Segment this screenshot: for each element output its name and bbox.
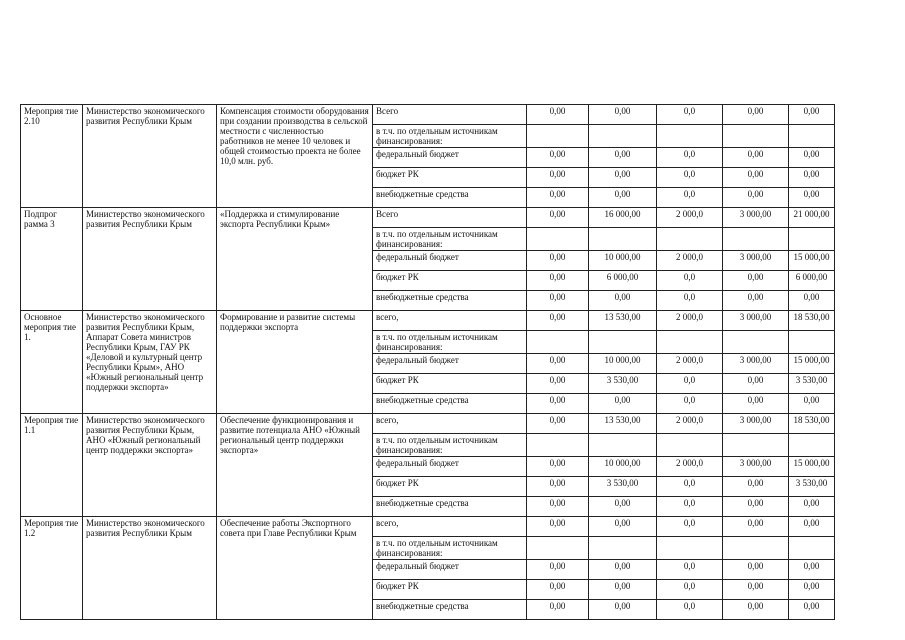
cell-value: 0,00 bbox=[589, 580, 657, 600]
cell-source-label: всего, bbox=[373, 517, 527, 537]
cell-value: 0,00 bbox=[723, 600, 789, 620]
cell-name: «Поддержка и стимулирование экспорта Республики Крым» bbox=[217, 208, 373, 311]
cell-value: 0,00 bbox=[527, 414, 589, 434]
cell-value: 0,00 bbox=[789, 148, 835, 168]
cell-value: 0,00 bbox=[527, 291, 589, 311]
cell-name: Компенсация стоимости оборудования при создании производства в сельской местности с численностью работников не менее 10 человек и общей стоимостью проекта не более 10,0 млн. руб. bbox=[217, 105, 373, 208]
cell-value bbox=[789, 434, 835, 457]
budget-table bbox=[20, 104, 835, 620]
cell-value: 3 000,00 bbox=[723, 414, 789, 434]
cell-value: 0,0 bbox=[657, 560, 723, 580]
cell-value: 15 000,00 bbox=[789, 457, 835, 477]
cell-value: 3 530,00 bbox=[789, 477, 835, 497]
cell-value: 3 000,00 bbox=[723, 311, 789, 331]
cell-value: 0,00 bbox=[723, 168, 789, 188]
cell-value: 0,00 bbox=[589, 148, 657, 168]
cell-value bbox=[657, 125, 723, 148]
cell-code: Мероприя тие 1.2 bbox=[21, 517, 83, 620]
cell-value: 0,00 bbox=[527, 457, 589, 477]
cell-value: 0,0 bbox=[657, 374, 723, 394]
cell-value: 0,00 bbox=[723, 497, 789, 517]
cell-name: Обеспечение функционирования и развитие потенциала АНО «Южный региональный центр поддержки экспорта» bbox=[217, 414, 373, 517]
cell-value: 0,00 bbox=[789, 600, 835, 620]
cell-value: 3 000,00 bbox=[723, 354, 789, 374]
cell-source-label: в т.ч. по отдельным источникам финансирования: bbox=[373, 434, 527, 457]
cell-value: 0,00 bbox=[527, 188, 589, 208]
cell-executor: Министерство экономического развития Республики Крым, Аппарат Совета министров Республики Крым, ГАУ РК «Деловой и культурный центр Республики Крым», АНО «Южный региональный центр поддержки экспорта» bbox=[83, 311, 217, 414]
cell-value: 2 000,0 bbox=[657, 251, 723, 271]
cell-value: 0,00 bbox=[723, 374, 789, 394]
cell-value: 0,00 bbox=[723, 105, 789, 125]
cell-source-label: бюджет РК bbox=[373, 168, 527, 188]
cell-value: 0,00 bbox=[589, 168, 657, 188]
cell-value bbox=[657, 434, 723, 457]
cell-source-label: бюджет РК bbox=[373, 271, 527, 291]
cell-source-label: всего, bbox=[373, 311, 527, 331]
cell-value: 0,00 bbox=[589, 394, 657, 414]
cell-value: 0,00 bbox=[789, 580, 835, 600]
cell-value: 3 530,00 bbox=[589, 374, 657, 394]
cell-value: 0,00 bbox=[527, 600, 589, 620]
cell-source-label: внебюджетные средства bbox=[373, 497, 527, 517]
cell-value: 16 000,00 bbox=[589, 208, 657, 228]
cell-value: 3 530,00 bbox=[589, 477, 657, 497]
cell-value bbox=[589, 537, 657, 560]
cell-value: 0,00 bbox=[723, 188, 789, 208]
cell-value: 0,00 bbox=[723, 517, 789, 537]
table-row bbox=[21, 311, 835, 331]
cell-value bbox=[723, 434, 789, 457]
cell-value bbox=[789, 331, 835, 354]
table-row bbox=[21, 517, 835, 537]
cell-value: 13 530,00 bbox=[589, 311, 657, 331]
cell-value bbox=[789, 228, 835, 251]
cell-value: 0,00 bbox=[723, 148, 789, 168]
cell-source-label: в т.ч. по отдельным источникам финансирования: bbox=[373, 125, 527, 148]
cell-code: Мероприя тие 1.1 bbox=[21, 414, 83, 517]
cell-value bbox=[589, 125, 657, 148]
cell-value bbox=[723, 125, 789, 148]
cell-source-label: всего, bbox=[373, 414, 527, 434]
cell-value: 0,00 bbox=[723, 580, 789, 600]
cell-value: 0,0 bbox=[657, 271, 723, 291]
cell-executor: Министерство экономического развития Республики Крым bbox=[83, 517, 217, 620]
cell-source-label: бюджет РК bbox=[373, 580, 527, 600]
cell-value: 0,00 bbox=[789, 105, 835, 125]
cell-value: 0,00 bbox=[589, 517, 657, 537]
cell-value: 6 000,00 bbox=[789, 271, 835, 291]
cell-value: 0,00 bbox=[527, 105, 589, 125]
cell-value: 0,0 bbox=[657, 291, 723, 311]
cell-value: 0,0 bbox=[657, 105, 723, 125]
cell-source-label: в т.ч. по отдельным источникам финансирования: bbox=[373, 537, 527, 560]
cell-value: 3 530,00 bbox=[789, 374, 835, 394]
cell-value: 3 000,00 bbox=[723, 208, 789, 228]
cell-value: 0,00 bbox=[789, 497, 835, 517]
cell-code: Подпрог рамма 3 bbox=[21, 208, 83, 311]
cell-value: 15 000,00 bbox=[789, 354, 835, 374]
cell-value: 3 000,00 bbox=[723, 457, 789, 477]
cell-value: 2 000,0 bbox=[657, 414, 723, 434]
cell-value: 2 000,0 bbox=[657, 457, 723, 477]
cell-value bbox=[789, 537, 835, 560]
cell-value bbox=[657, 537, 723, 560]
cell-value: 0,00 bbox=[589, 188, 657, 208]
cell-name: Обеспечение работы Экспортного совета при Главе Республики Крым bbox=[217, 517, 373, 620]
cell-source-label: в т.ч. по отдельным источникам финансирования: bbox=[373, 228, 527, 251]
cell-value: 0,0 bbox=[657, 477, 723, 497]
cell-value bbox=[723, 331, 789, 354]
cell-value bbox=[527, 434, 589, 457]
cell-value: 0,00 bbox=[527, 374, 589, 394]
table-row bbox=[21, 208, 835, 228]
cell-source-label: федеральный бюджет bbox=[373, 148, 527, 168]
cell-value bbox=[527, 331, 589, 354]
cell-value: 18 530,00 bbox=[789, 311, 835, 331]
cell-value bbox=[527, 125, 589, 148]
table-body bbox=[21, 105, 835, 620]
cell-value: 0,00 bbox=[527, 394, 589, 414]
cell-source-label: внебюджетные средства bbox=[373, 600, 527, 620]
cell-value: 18 530,00 bbox=[789, 414, 835, 434]
cell-name: Формирование и развитие системы поддержки экспорта bbox=[217, 311, 373, 414]
cell-source-label: внебюджетные средства bbox=[373, 188, 527, 208]
cell-value: 0,0 bbox=[657, 168, 723, 188]
cell-source-label: внебюджетные средства bbox=[373, 394, 527, 414]
cell-source-label: в т.ч. по отдельным источникам финансирования: bbox=[373, 331, 527, 354]
cell-value: 0,00 bbox=[589, 560, 657, 580]
cell-value: 10 000,00 bbox=[589, 354, 657, 374]
cell-value bbox=[527, 537, 589, 560]
cell-value bbox=[723, 228, 789, 251]
cell-value: 0,00 bbox=[527, 497, 589, 517]
cell-value: 13 530,00 bbox=[589, 414, 657, 434]
cell-value: 0,00 bbox=[723, 477, 789, 497]
cell-value: 0,0 bbox=[657, 188, 723, 208]
cell-value: 0,00 bbox=[789, 291, 835, 311]
cell-source-label: бюджет РК bbox=[373, 374, 527, 394]
cell-value: 0,00 bbox=[723, 394, 789, 414]
cell-value: 0,00 bbox=[527, 311, 589, 331]
cell-source-label: федеральный бюджет bbox=[373, 354, 527, 374]
cell-value: 0,0 bbox=[657, 394, 723, 414]
cell-source-label: федеральный бюджет bbox=[373, 251, 527, 271]
cell-value: 0,00 bbox=[527, 560, 589, 580]
cell-value: 0,00 bbox=[723, 271, 789, 291]
cell-value: 3 000,00 bbox=[723, 251, 789, 271]
cell-value bbox=[723, 537, 789, 560]
cell-value: 0,00 bbox=[527, 251, 589, 271]
cell-source-label: внебюджетные средства bbox=[373, 291, 527, 311]
cell-value: 0,0 bbox=[657, 148, 723, 168]
cell-source-label: федеральный бюджет bbox=[373, 560, 527, 580]
cell-source-label: Всего bbox=[373, 105, 527, 125]
cell-value: 10 000,00 bbox=[589, 251, 657, 271]
cell-value: 0,00 bbox=[527, 148, 589, 168]
cell-value bbox=[657, 331, 723, 354]
cell-value: 6 000,00 bbox=[589, 271, 657, 291]
cell-executor: Министерство экономического развития Республики Крым bbox=[83, 105, 217, 208]
cell-value: 0,00 bbox=[527, 168, 589, 188]
cell-executor: Министерство экономического развития Республики Крым bbox=[83, 208, 217, 311]
cell-code: Мероприя тие 2.10 bbox=[21, 105, 83, 208]
cell-value: 0,00 bbox=[589, 497, 657, 517]
cell-value: 0,0 bbox=[657, 497, 723, 517]
cell-value: 2 000,0 bbox=[657, 208, 723, 228]
cell-source-label: бюджет РК bbox=[373, 477, 527, 497]
cell-value: 0,00 bbox=[589, 291, 657, 311]
cell-value: 0,00 bbox=[527, 580, 589, 600]
cell-value: 0,00 bbox=[527, 354, 589, 374]
cell-value: 0,00 bbox=[527, 208, 589, 228]
cell-value: 0,00 bbox=[789, 394, 835, 414]
cell-value: 21 000,00 bbox=[789, 208, 835, 228]
cell-value: 0,00 bbox=[527, 271, 589, 291]
cell-value: 2 000,0 bbox=[657, 354, 723, 374]
cell-value: 15 000,00 bbox=[789, 251, 835, 271]
table-row bbox=[21, 105, 835, 125]
cell-value: 0,0 bbox=[657, 517, 723, 537]
cell-value bbox=[657, 228, 723, 251]
cell-value bbox=[789, 125, 835, 148]
cell-value: 0,00 bbox=[589, 600, 657, 620]
cell-value bbox=[589, 331, 657, 354]
cell-value: 2 000,0 bbox=[657, 311, 723, 331]
cell-code: Основное мероприя тие 1. bbox=[21, 311, 83, 414]
cell-value: 0,0 bbox=[657, 580, 723, 600]
cell-value: 0,00 bbox=[789, 188, 835, 208]
cell-value: 10 000,00 bbox=[589, 457, 657, 477]
cell-value bbox=[589, 434, 657, 457]
table-row bbox=[21, 414, 835, 434]
cell-value: 0,00 bbox=[527, 517, 589, 537]
cell-source-label: Всего bbox=[373, 208, 527, 228]
cell-executor: Министерство экономического развития Республики Крым, АНО «Южный региональный центр поддержки экспорта» bbox=[83, 414, 217, 517]
cell-value: 0,00 bbox=[789, 560, 835, 580]
cell-value: 0,00 bbox=[527, 477, 589, 497]
cell-value bbox=[589, 228, 657, 251]
cell-value: 0,0 bbox=[657, 600, 723, 620]
cell-value: 0,00 bbox=[723, 560, 789, 580]
cell-value: 0,00 bbox=[789, 168, 835, 188]
cell-value bbox=[527, 228, 589, 251]
cell-value: 0,00 bbox=[589, 105, 657, 125]
cell-value: 0,00 bbox=[789, 517, 835, 537]
cell-value: 0,00 bbox=[723, 291, 789, 311]
cell-source-label: федеральный бюджет bbox=[373, 457, 527, 477]
